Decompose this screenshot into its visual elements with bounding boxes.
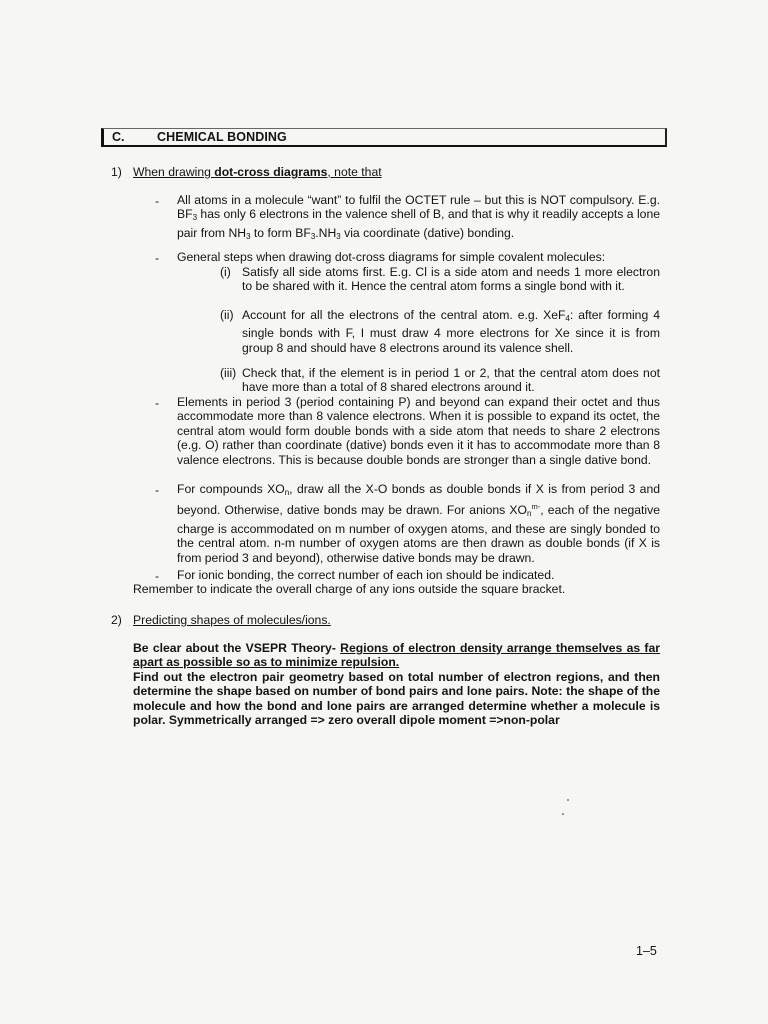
bullet-dash: -: [155, 194, 160, 208]
bullet-ionic: For ionic bonding, the correct number of each ion should be indicated.: [177, 568, 555, 582]
section-letter: C.: [112, 130, 125, 144]
bullet-general-steps: General steps when drawing dot-cross diagrams for simple covalent molecules:: [177, 250, 606, 264]
page-number: 1–5: [636, 944, 657, 958]
step-iii-text: Check that, if the element is in period 1 or 2, that the central atom does not have more than a total of 8 shared electrons around it.: [242, 366, 660, 395]
item-2-number: 2): [111, 613, 122, 627]
section-title: CHEMICAL BONDING: [157, 130, 287, 144]
scan-speck: [567, 799, 569, 801]
item-2-heading: Predicting shapes of molecules/ions.: [133, 613, 331, 627]
step-ii-text: Account for all the electrons of the central atom. e.g. XeF$_4$: after forming 4 single bonds with F, I must draw 4 more electrons for Xe since it is from group 8 and should have 8 electrons around its valence shell.: [242, 308, 660, 355]
bullet-octet: All atoms in a molecule “want” to fulfil the OCTET rule – but this is NOT compulsory. E.g. $BF_3$ has only 6 electrons in the valence shell of B, and that is why it readily accepts a lone pair from $NH_3$ to form $BF_3.NH_3$ via coordinate (dative) bonding.: [177, 193, 661, 241]
step-iii-label: (iii): [220, 366, 237, 380]
step-ii-label: (ii): [220, 308, 234, 322]
vsepr-paragraph: Be clear about the VSEPR Theory- Regions of electron density arrange themselves as far apart as possible so as to minimize repulsion.: [133, 641, 660, 670]
step-i-text: Satisfy all side atoms first. E.g. Cl is a side atom and needs 1 more electron to be shared with it. Hence the central atom forms a single bond with it.: [242, 265, 660, 294]
bullet-dash: -: [155, 251, 160, 265]
item-1-heading-suffix: , note that: [327, 165, 382, 179]
item-1-heading-prefix: When drawing: [133, 165, 215, 179]
section-header-box: [101, 128, 667, 147]
scan-speck: [562, 813, 564, 815]
bullet-dash: -: [155, 569, 160, 583]
bullet-dash: -: [155, 483, 160, 497]
bullet-dash: -: [155, 396, 160, 410]
step-i-label: (i): [220, 265, 231, 279]
item-1-number: 1): [111, 165, 122, 179]
bullet-xo-compounds: For compounds $XO_n$, draw all the X-O bonds as double bonds if X is from period 3 and beyond. Otherwise, dative bonds may be drawn. For anions $XO_n^{m-}$, each of the negative charge is accommodated on m number of oxygen atoms, and these are singly bonded to the central atom. n-m number of oxygen atoms are then drawn as double bonds (if X is from period 3 and beyond), otherwise dative bonds may be drawn.: [177, 482, 661, 565]
remember-note: Remember to indicate the overall charge of any ions outside the square bracket.: [133, 582, 566, 596]
bullet-period3: Elements in period 3 (period containing P) and beyond can expand their octet and thus accommodate more than 8 valence electrons. When it is possible to expand its octet, the central atom would form double bonds with a side atom that needs to share 2 electrons (e.g. O) rather than coordinate (dative) bonds even it it has to accommodate more than 8 valence electrons. This is because double bonds are stronger than a single dative bond.: [177, 395, 660, 467]
electron-pair-paragraph: Find out the electron pair geometry based on total number of electron regions, and then determine the shape based on number of bond pairs and lone pairs. Note: the shape of the molecule and how the bond and lone pairs are arranged determine whether a molecule is polar. Symmetrically arranged => zero overall dipole moment =>non-polar: [133, 670, 660, 728]
item-1-heading-bold: dot-cross diagrams: [214, 165, 328, 179]
item-1-heading: [133, 165, 382, 179]
